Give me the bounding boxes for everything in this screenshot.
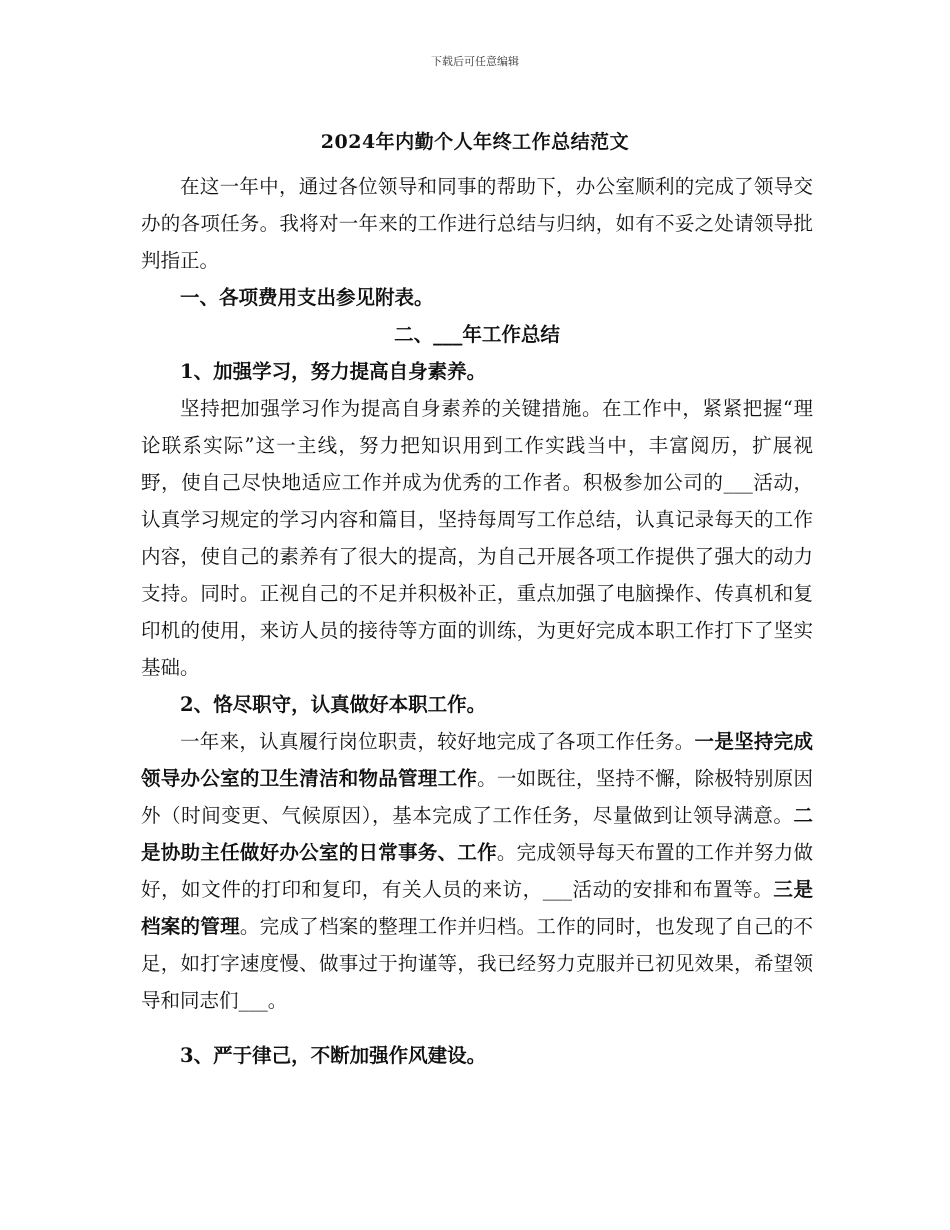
item-2-body [141, 723, 813, 1019]
item-2-point-2: 二是协助主任做好办公室的日常事务、工作 [141, 804, 813, 864]
page-header-note: 下载后可任意编辑 [431, 55, 519, 68]
document-title: 2024年内勤个人年终工作总结范文 [320, 131, 630, 153]
item-2-text-1: 一年来，认真履行岗位职责，较好地完成了各项工作任务。 [180, 730, 695, 753]
intro-paragraph: 在这一年中，通过各位领导和同事的帮助下，办公室顺利的完成了领导交办的各项任务。我将对一年来的工作进行总结与归纳，如有不妥之处请领导批判指正。 [141, 175, 813, 272]
paragraph-spacer [141, 1019, 813, 1037]
item-3-heading: 3、严于律己，不断加强作风建设。 [180, 1044, 487, 1067]
section-1-heading: 一、各项费用支出参见附表。 [180, 286, 434, 309]
item-2-text-4: 。完成了档案的整理工作并归档。工作的同时，也发现了自己的不足，如打字速度慢、做事过于拘谨等，我已经努力克服并已初见效果，希望领导和同志们___。 [141, 915, 813, 1012]
item-2-text-2: 。一如既往，坚持不懈，除极特别原因外（时间变更、气候原因），基本完成了工作任务，尽量做到让领导满意。 [141, 767, 813, 827]
section-2-heading: 二、___年工作总结 [394, 323, 560, 346]
item-1-body: 坚持把加强学习作为提高自身素养的关键措施。在工作中，紧紧把握“理论联系实际”这一主线，努力把知识用到工作实践当中，丰富阅历，扩展视野，使自己尽快地适应工作并成为优秀的工作者。积极参加公司的___活动，认真学习规定的学习内容和篇目，坚持每周写工作总结，认真记录每天的工作内容，使自己的素养有了很大的提高，为自己开展各项工作提供了强大的动力支持。同时。正视自己的不足并积极补正，重点加强了电脑操作、传真机和复印机的使用，来访人员的接待等方面的训练，为更好完成本职工作打下了坚实基础。 [141, 397, 813, 679]
item-2-heading: 2、恪尽职守，认真做好本职工作。 [180, 693, 487, 716]
item-2-text-3: 。完成领导每天布置的工作并努力做好，如文件的打印和复印，有关人员的来访，___活动的安排和布置等。 [141, 841, 813, 901]
item-2-point-3: 三是档案的管理 [141, 878, 813, 938]
item-2-point-1: 一是坚持完成领导办公室的卫生清洁和物品管理工作 [141, 730, 813, 790]
document-body [141, 168, 813, 1074]
item-1-heading: 1、加强学习，努力提高自身素养。 [180, 360, 487, 383]
